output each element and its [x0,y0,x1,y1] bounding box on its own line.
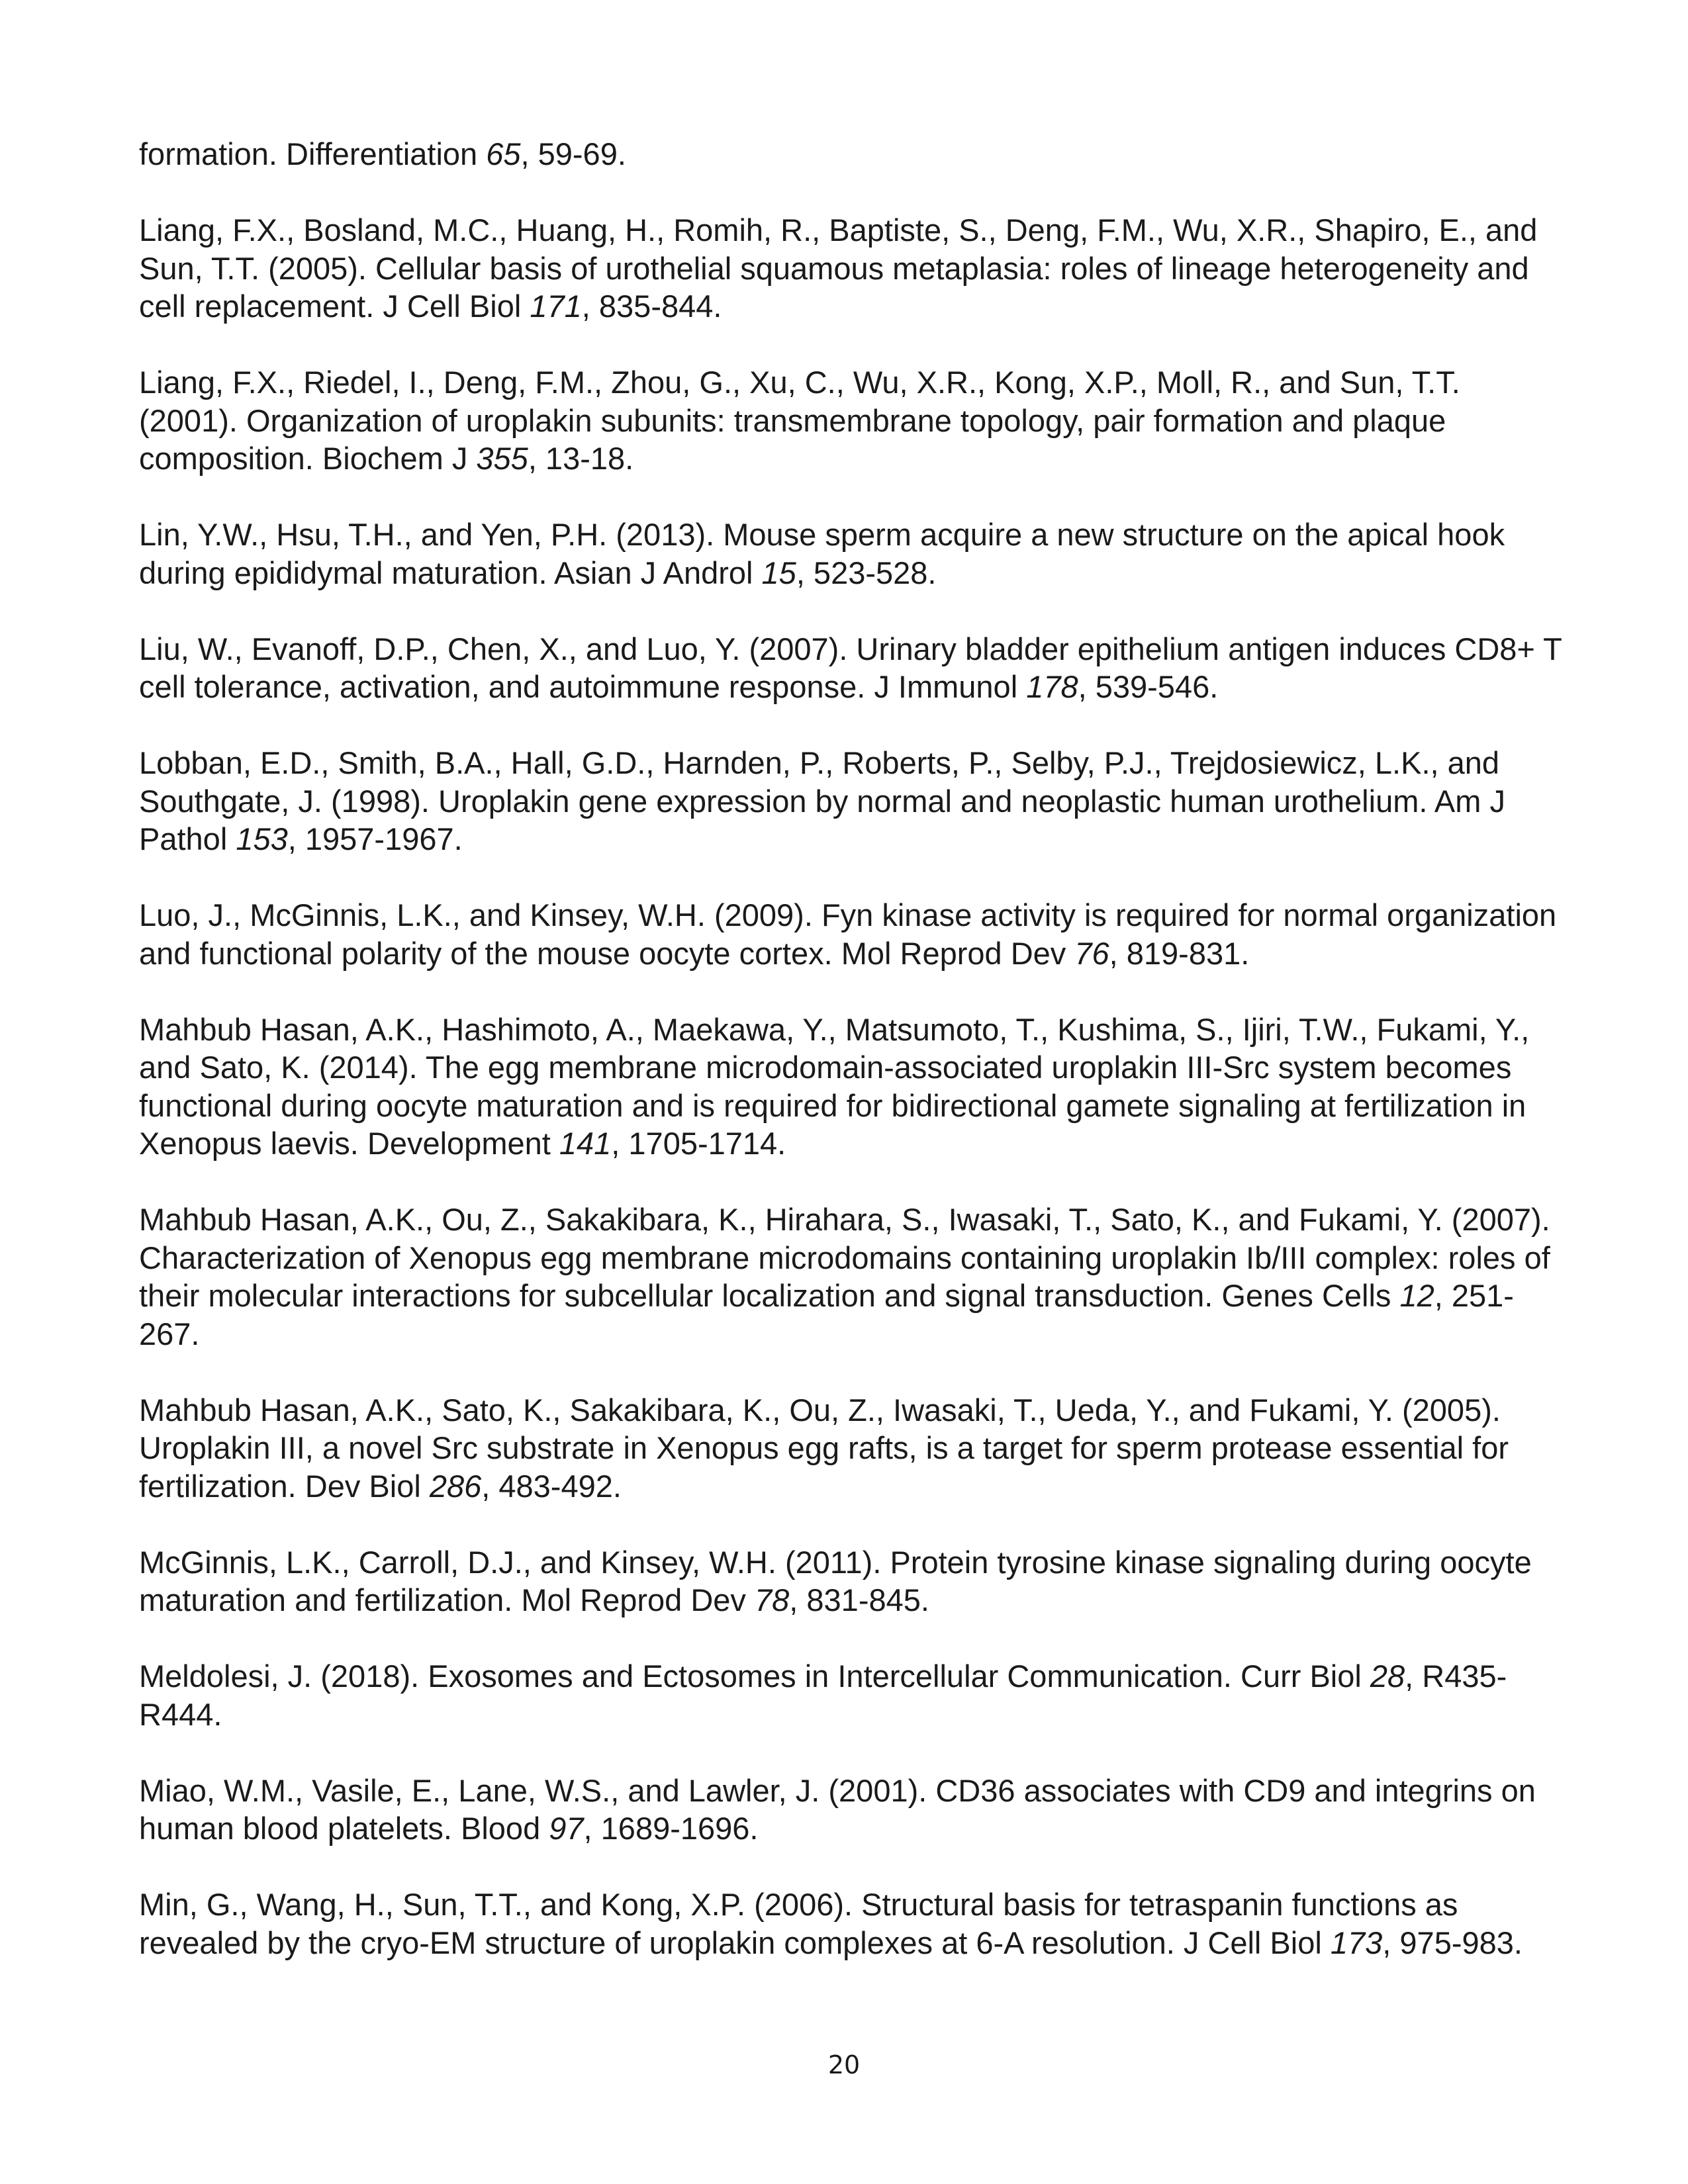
reference-entry: Lobban, E.D., Smith, B.A., Hall, G.D., Harnden, P., Roberts, P., Selby, P.J., Trejdosiewicz, L.K., and Southgate, J. (1998). Uroplakin gene expression by normal and neoplastic human urothelium. Am J Pathol 153, 1957-1967. [139,745,1505,856]
reference-entry: Liu, W., Evanoff, D.P., Chen, X., and Luo, Y. (2007). Urinary bladder epithelium antigen induces CD8+ T cell tolerance, activation, and autoimmune response. J Immunol 178, 539-546. [139,631,1562,704]
reference-entry: Miao, W.M., Vasile, E., Lane, W.S., and Lawler, J. (2001). CD36 associates with CD9 and integrins on human blood platelets. Blood 97, 1689-1696. [139,1772,1536,1846]
reference-entry: Lin, Y.W., Hsu, T.H., and Yen, P.H. (2013). Mouse sperm acquire a new structure on the apical hook during epididymal maturation. Asian J Androl 15, 523-528. [139,517,1505,590]
reference-entry: Liang, F.X., Bosland, M.C., Huang, H., Romih, R., Baptiste, S., Deng, F.M., Wu, X.R., Shapiro, E., and Sun, T.T. (2005). Cellular basis of urothelial squamous metaplasia: roles of lineage heterogeneity and cell replacement. J Cell Biol 171, 835-844. [139,212,1538,324]
reference-entry: formation. Differentiation 65, 59-69. [139,136,626,171]
reference-entry: Mahbub Hasan, A.K., Hashimoto, A., Maekawa, Y., Matsumoto, T., Kushima, S., Ijiri, T.W., Fukami, Y., and Sato, K. (2014). The egg membrane microdomain-associated uroplakin III-Src system becomes functional during oocyte maturation and is required for bidirectional gamete signaling at fertilization in Xenopus laevis. Development 141, 1705-1714. [139,1011,1530,1161]
page-number: 20 [827,2050,861,2079]
reference-entry: Mahbub Hasan, A.K., Sato, K., Sakakibara, K., Ou, Z., Iwasaki, T., Ueda, Y., and Fukami, Y. (2005). Uroplakin III, a novel Src substrate in Xenopus egg rafts, is a target for sperm protease essential for fertilization. Dev Biol 286, 483-492. [139,1392,1509,1504]
reference-list [139,135,1562,2000]
reference-entry: Min, G., Wang, H., Sun, T.T., and Kong, X.P. (2006). Structural basis for tetraspanin functions as revealed by the cryo-EM structure of uroplakin complexes at 6-A resolution. J Cell Biol 173, 975-983. [139,1887,1523,1960]
reference-entry: Luo, J., McGinnis, L.K., and Kinsey, W.H. (2009). Fyn kinase activity is required for normal organization and functional polarity of the mouse oocyte cortex. Mol Reprod Dev 76, 819-831. [139,897,1557,971]
reference-entry: Liang, F.X., Riedel, I., Deng, F.M., Zhou, G., Xu, C., Wu, X.R., Kong, X.P., Moll, R., and Sun, T.T. (2001). Organization of uroplakin subunits: transmembrane topology, pair formation and plaque composition. Biochem J 355, 13-18. [139,365,1460,476]
reference-entry: Mahbub Hasan, A.K., Ou, Z., Sakakibara, K., Hirahara, S., Iwasaki, T., Sato, K., and Fukami, Y. (2007). Characterization of Xenopus egg membrane microdomains containing uroplakin Ib/III complex: roles of their molecular interactions for subcellular localization and signal transduction. Genes Cells 12, 251-267. [139,1202,1550,1351]
reference-entry: McGinnis, L.K., Carroll, D.J., and Kinsey, W.H. (2011). Protein tyrosine kinase signaling during oocyte maturation and fertilization. Mol Reprod Dev 78, 831-845. [139,1544,1532,1617]
reference-entry: Meldolesi, J. (2018). Exosomes and Ectosomes in Intercellular Communication. Curr Biol 28, R435-R444. [139,1659,1507,1732]
